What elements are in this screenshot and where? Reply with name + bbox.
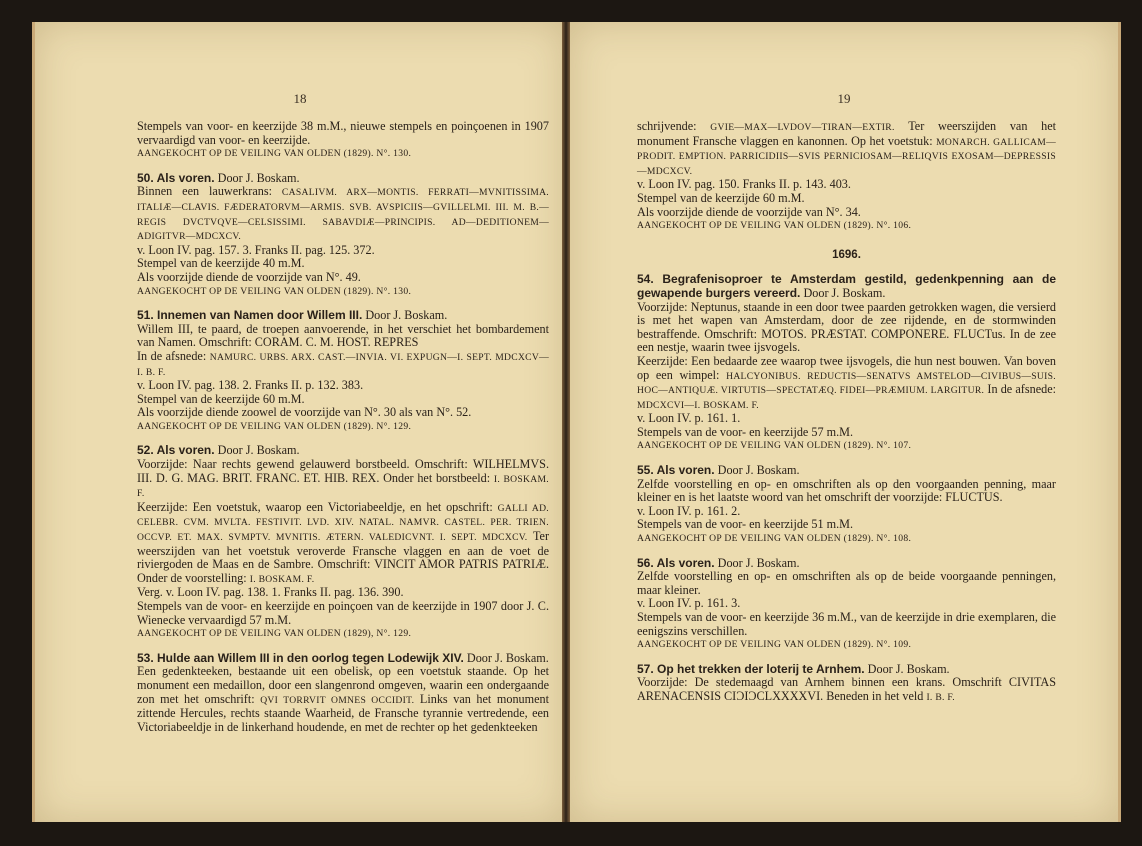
cont-acquisition: AANGEKOCHT OP DE VEILING VAN OLDEN (1829). N°. 106. [637,220,912,232]
entry-56-acquisition: AANGEKOCHT OP DE VEILING VAN OLDEN (1829). N°. 109. [637,639,912,651]
entry-51 [137,309,549,433]
cont-obverse-note: Als voorzijde diende de voorzijde van N°. 34. [637,204,861,219]
entry-50 [137,172,549,298]
entry-50-acquisition: AANGEKOCHT OP DE VEILING VAN OLDEN (1829). N°. 130. [137,285,412,297]
entry-54-obverse: Voorzijde: Neptunus, staande in een door twee paarden getrokken wagen, die versierd is met het wapen van Amsterdam, door de zee rijdende, en de stormwinden bestraffende. Omschrift: MOTOS. PRÆSTAT. COMPONERE. FLUCTus. In de zee een nestje, waarin twee ijsvogels. [637,299,1056,355]
intro-stempels: Stempels van voor- en keerzijde 38 m.M., nieuwe stempels en poinçoenen in 1907 vervaardigd van voor- en keerzijde. [137,119,549,147]
entry-50-inscription: CASALIVM. ARX—MONTIS. FERRATI—MVNITISSIMA. ITALIÆ—CLAVIS. FÆDERATORVM—ARMIS. SVB. AVSPICIIS—GVILLELMI. III. M. B.—REGIS DVCTVQVE—CELSISSIMI. SABAVDIÆ—PRINCIPIS. AD—DEDITIONEM—ADIGITVR—MDCXCV. [137,187,549,243]
entry-53-description-cont: Links van het monument zittende Hercules, rechts staande Waarheid, de Fransche tyrannie vertredende, een Victoriabeeldje in de linkerhand houdende, en met de rechter op het gedenkteeken [137,691,550,734]
entry-52-reverse: Keerzijde: Een voetstuk, waarop een Victoriabeeldje, en het opschrift: [137,499,493,514]
entry-55 [637,464,1056,546]
entry-53-motto: QVI TORRVIT OMNES OCCIDIT. [260,694,415,706]
entry-54-reverse: Keerzijde: Een bedaarde zee waarop twee ijsvogels, die hun nest bouwen. Van boven op een wimpel: [637,353,1056,382]
entry-52-obverse: Voorzijde: Naar rechts gewend gelauwerd borstbeeld. Omschrift: WILHELMVS. III. D. G. MAG. BRIT. FRANC. ET. HIB. REX. Onder het borstbeeld: [137,457,549,485]
entry-54 [637,273,1056,453]
entry-51-exergue: NAMURC. URBS. ARX. CAST.—INVIA. VI. EXPUGN—I. SEPT. MDCXCV—I. B. F. [137,351,549,378]
book-gutter [562,22,570,822]
entry-54-die: Stempels van de voor- en keerzijde 57 m.M. [637,424,854,439]
page-number-right: 19 [837,91,851,106]
entry-54-exergue-label: In de afsnede: [987,382,1056,397]
entry-57-author: Door J. Boskam. [867,661,950,676]
entry-54-inscription: HALCYONIBUS. REDUCTIS—SENATVS AMSTELOD—CIVIBUS—SUIS. HOC—ANTIQUÆ. VIRTUTIS—SPECTATÆQ. FIDEI—PRÆMIUM. LARGITUR. [637,370,1056,397]
entry-50-obverse-note: Als voorzijde diende de voorzijde van N°. 49. [137,269,361,284]
entry-55-description: Zelfde voorstelling en op- en omschriften als op den voorgaanden penning, maar kleiner en is het laatste woord van het omschrift der voorzijde: FLUCTUS. [637,476,1056,505]
entry-55-acquisition: AANGEKOCHT OP DE VEILING VAN OLDEN (1829). N°. 108. [637,533,912,545]
entry-54-author: Door J. Boskam. [803,285,886,300]
entry-53-heading: 53. Hulde aan Willem III in den oorlog tegen Lodewijk XIV. [137,650,464,665]
entry-52-reference: Verg. v. Loon IV. pag. 138. 1. Franks II. pag. 136. 390. [137,585,404,600]
entry-51-die: Stempel van de keerzijde 60 m.M. [137,391,305,406]
entry-53-description: Een gedenkteeken, bestaande uit een obelisk, op een voetstuk staande. Op het monument een medaillon, door een slangenrond omgeven, waarin een ondergaande zon met het omschrift: [137,664,549,706]
entry-52-inscription: GALLI AD. CELEBR. CVM. MVLTA. FESTIVIT. LVD. XIV. NATAL. NAMVR. CASTEL. PER. TRIEN. OCCVP. ET. MAX. SVMPTV. MVNITIS. ÆTERN. VALEDICVNT. I. SEPT. MDCXCV. [137,502,550,544]
entry-52 [137,444,549,640]
entry-56-author: Door J. Boskam. [717,555,800,570]
cont-die: Stempel van de keerzijde 60 m.M. [637,190,805,205]
cont-reference: v. Loon IV. pag. 150. Franks II. p. 143. 403. [637,177,851,192]
entry-57-heading: 57. Op het trekken der loterij te Arnhem. [637,661,865,676]
entry-52-reverse-cont: Ter weerszijden van het voetstuk veroverde Fransche vlaggen en aan de voet de riviergoden de Maas en de Sambre. Omschrift: VINCIT AMOR PATRIS PATRIÆ. Onder de voorstelling: [137,529,550,585]
entry-50-heading: 50. Als voren. [137,170,215,185]
entry-56-description: Zelfde voorstelling en op- en omschriften als op de beide voorgaande penningen, maar kleiner. [637,569,1056,597]
entry-53 [137,652,549,735]
entry-51-exergue-label: In de afsnede: [137,348,207,363]
entry-50-reference: v. Loon IV. pag. 157. 3. Franks II. pag. 125. 372. [137,242,375,257]
entry-51-acquisition: AANGEKOCHT OP DE VEILING VAN OLDEN (1829). N°. 129. [137,420,412,432]
entry-56-heading: 56. Als voren. [637,555,715,570]
entry-50-die: Stempel van de keerzijde 40 m.M. [137,256,305,271]
entry-54-heading: 54. Begrafenisoproer te Amsterdam gestild, gedenkpenning aan de gewapende burgers vereerd. [637,272,1056,300]
entry-55-heading: 55. Als voren. [637,463,715,478]
entry-57-obverse: Voorzijde: De stedemaagd van Arnhem binnen een krans. Omschrift CIVITAS ARENACENSIS CIƆIƆCLXXXXVI. Beneden in het veld [637,675,1056,703]
left-page-text [137,120,549,734]
entry-56-reference: v. Loon IV. p. 161. 3. [637,596,741,611]
entry-55-reference: v. Loon IV. p. 161. 2. [637,503,741,518]
entry-52-acquisition: AANGEKOCHT OP DE VEILING VAN OLDEN (1829), N°. 129. [137,628,412,640]
entry-55-author: Door J. Boskam. [717,463,800,478]
entry-51-heading: 51. Innemen van Namen door Willem III. [137,308,363,323]
entry-51-author: Door J. Boskam. [365,308,448,323]
entry-51-obverse-note: Als voorzijde diende zoowel de voorzijde van N°. 30 als van N°. 52. [137,405,472,420]
cont-pedestal-inscription: MONARCH. GALLICAM—PRODIT. EMPTION. PARRICIDIIS—SVIS PERNICIOSAM—RELIQVIS EXOSAM—DEPRESSIS—MDCXCV. [637,136,1057,177]
intro-acquisition: AANGEKOCHT OP DE VEILING VAN OLDEN (1829). N°. 130. [137,148,412,160]
right-page [570,22,1121,822]
right-page-text [637,120,1056,705]
left-page [32,22,565,822]
entry-52-signature-2: I. BOSKAM. F. [249,573,315,585]
entry-51-reference: v. Loon IV. pag. 138. 2. Franks II. p. 132. 383. [137,378,364,393]
entry-56-die: Stempels van de voor- en keerzijde 36 m.M., van de keerzijde in drie exemplaren, die eenigszins verschillen. [637,610,1056,638]
cont-inscription: GVIE—MAX—LVDOV—TIRAN—EXTIR. [710,122,895,133]
entry-55-die: Stempels van de voor- en keerzijde 51 m.M. [637,517,854,532]
entry-56 [637,557,1056,652]
entry-52-author: Door J. Boskam. [217,443,300,458]
year-heading: 1696. [832,248,861,261]
entry-50-text: Binnen een lauwerkrans: [137,184,272,199]
entry-50-author: Door J. Boskam. [217,170,300,185]
entry-52-signature: I. BOSKAM. F. [137,473,550,500]
entry-52-die: Stempels van de voor- en keerzijde en poinçoen van de keerzijde in 1907 door J. C. Wienecke vervaardigd 57 m.M. [137,599,549,627]
page-number-left: 18 [293,91,307,106]
entry-51-description: Willem III, te paard, de troepen aanvoerende, in het verschiet het bombardement van Namen. Omschrift: CORAM. C. M. HOST. REPRES [137,321,549,350]
entry-54-acquisition: AANGEKOCHT OP DE VEILING VAN OLDEN (1829). N°. 107. [637,440,912,452]
entry-54-exergue: MDCXCVI—I. BOSKAM. F. [637,399,760,411]
cont-text: schrijvende: [637,119,697,133]
entry-57 [637,663,1056,705]
entry-52-heading: 52. Als voren. [137,443,215,458]
cont-text-2: Ter weerszijden van het monument Fransche vlaggen en kanonnen. Op het voetstuk: [637,119,1057,148]
entry-53-author: Door J. Boskam. [466,650,549,665]
entry-54-reference: v. Loon IV. p. 161. 1. [637,411,741,426]
entry-57-signature: I. B. F. [926,691,955,703]
